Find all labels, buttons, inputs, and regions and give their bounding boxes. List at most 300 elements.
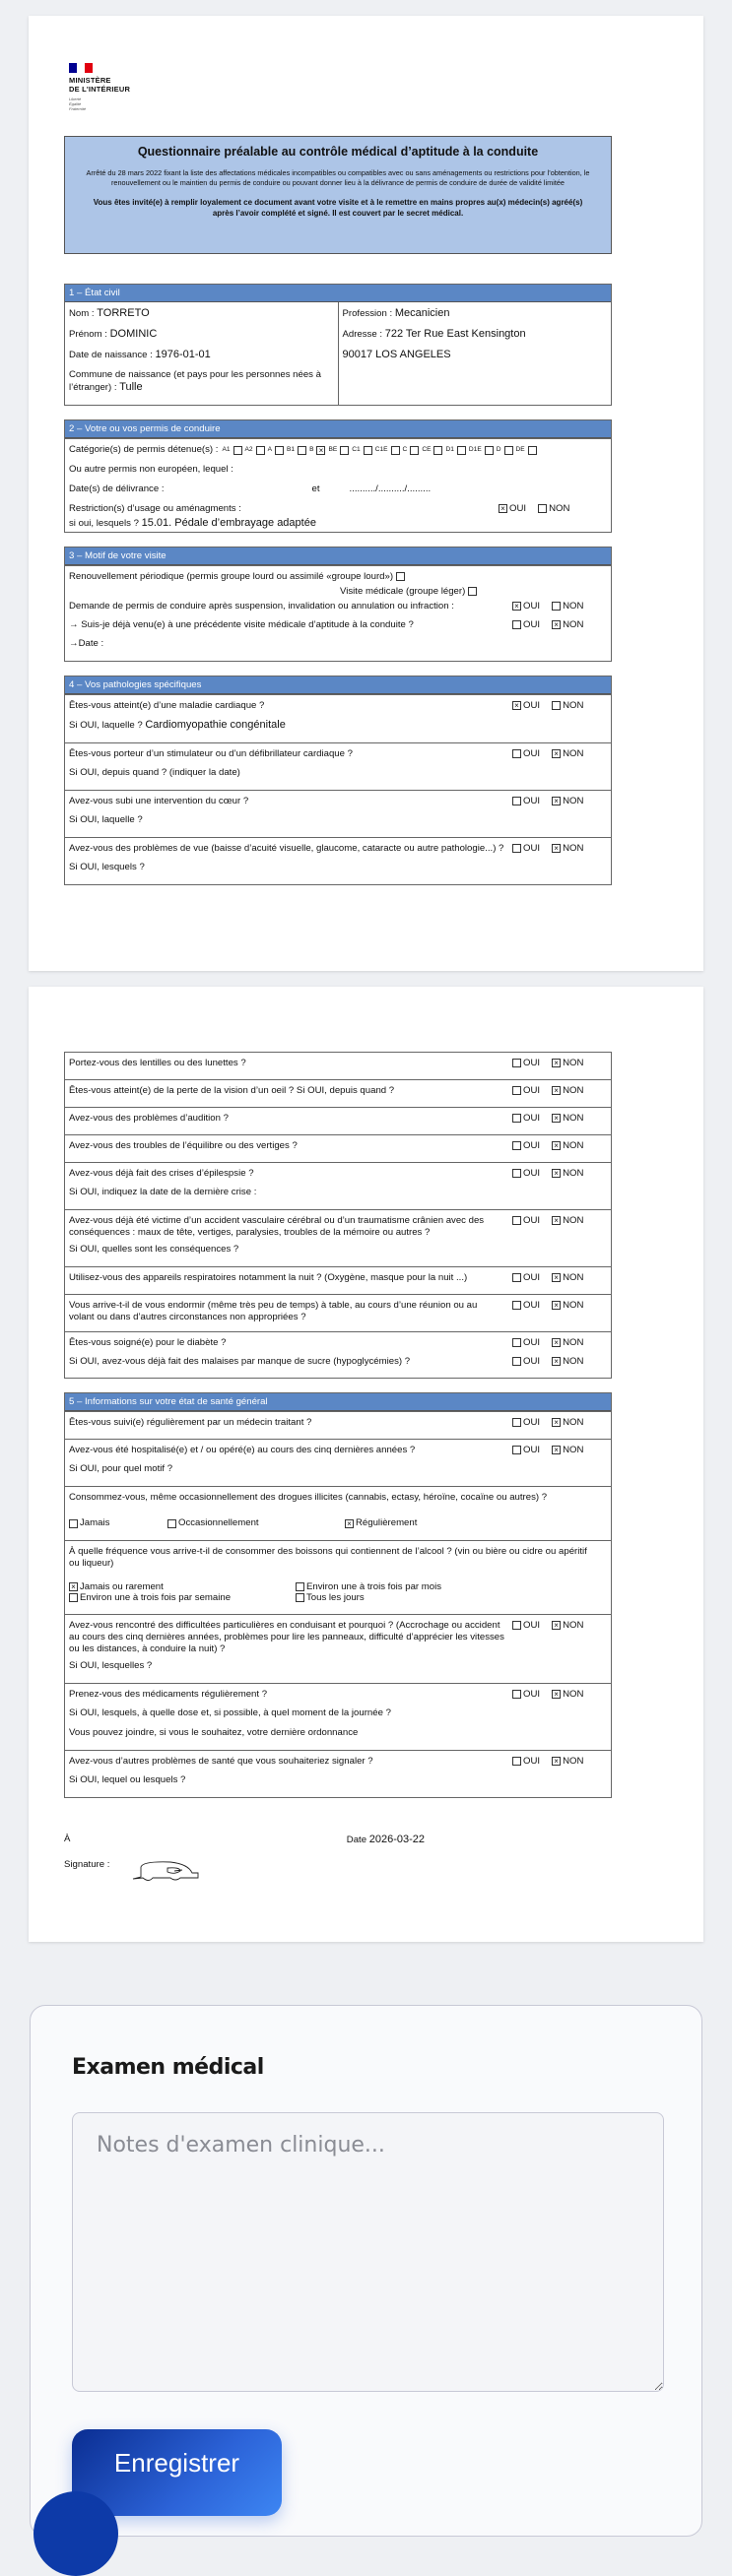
question-text: Avez-vous d’autres problèmes de santé que vous souhaiteriez signaler ?	[69, 1756, 373, 1767]
checkbox[interactable]	[167, 1519, 176, 1528]
signature-drawing	[131, 1859, 200, 1885]
question-row	[65, 1294, 611, 1331]
question-text: Avez-vous subi une intervention du cœur ?	[69, 796, 249, 806]
option-non[interactable]	[552, 1140, 583, 1151]
category-checkbox[interactable]	[528, 446, 537, 455]
checkbox-non[interactable]: ×	[552, 1446, 561, 1454]
checkbox-oui[interactable]	[512, 1273, 521, 1282]
option-label: Visite médicale (groupe léger)	[340, 586, 468, 597]
checkbox-non[interactable]: ×	[552, 1690, 561, 1699]
option-label: NON	[563, 1356, 584, 1367]
option-label: Régulièrement	[356, 1517, 418, 1528]
question-row	[65, 1134, 611, 1162]
option-oui[interactable]	[512, 1058, 540, 1068]
option-non[interactable]	[552, 1113, 583, 1124]
section-header: 3 – Motif de votre visite	[65, 547, 611, 565]
sub-question: →Date :	[69, 638, 104, 649]
category-checkbox[interactable]	[457, 446, 466, 455]
option-item[interactable]	[69, 1592, 296, 1603]
option-non[interactable]	[552, 1620, 583, 1631]
question-text: Vous arrive-t-il de vous endormir (même très peu de temps) à table, au cours d’une réunion ou au volant ou dans d’autres circonstances non appropriées ?	[69, 1300, 478, 1322]
option-oui[interactable]	[512, 796, 540, 806]
field-value: Mecanicien	[394, 307, 450, 319]
option-label: NON	[563, 1058, 584, 1068]
question-row	[65, 1540, 611, 1614]
category-name: A	[267, 446, 272, 453]
category-checkbox[interactable]	[233, 446, 242, 455]
field-label: Prénom :	[69, 329, 110, 340]
option-item[interactable]	[69, 1517, 167, 1529]
option-group	[69, 1581, 607, 1603]
option-item[interactable]	[167, 1517, 345, 1529]
form-section	[64, 1392, 612, 1798]
yes-no-choice	[512, 1620, 607, 1631]
question-text: Êtes-vous atteint(e) de la perte de la vision d’un oeil ? Si OUI, depuis quand ?	[69, 1085, 395, 1096]
field-value: 1976-01-01	[155, 349, 211, 360]
question-line	[69, 1140, 607, 1154]
option-label: OUI	[523, 619, 541, 630]
category-name: DE	[515, 446, 525, 453]
checkbox-oui[interactable]	[512, 844, 521, 853]
checkbox-oui[interactable]	[512, 1621, 521, 1630]
checkbox-non[interactable]: ×	[552, 1357, 561, 1366]
question-text: Êtes-vous porteur d’un stimulateur ou d’un défibrillateur cardiaque ?	[69, 748, 353, 759]
question-row	[65, 1750, 611, 1797]
checkbox-oui[interactable]	[512, 749, 521, 758]
signature-area	[64, 1834, 612, 1885]
question-text: Avez-vous des troubles de l’équilibre ou des vertiges ?	[69, 1140, 298, 1151]
field-label: Nom :	[69, 308, 98, 319]
question-row	[65, 1683, 611, 1750]
checkbox-oui[interactable]	[512, 1301, 521, 1310]
permit-categories	[69, 444, 607, 456]
field-value: Tulle	[119, 381, 143, 393]
checkbox-non[interactable]: ×	[552, 1418, 561, 1427]
checkbox[interactable]	[468, 587, 477, 596]
question-line	[69, 601, 607, 614]
option-oui[interactable]	[512, 1140, 540, 1151]
yes-no-choice	[512, 748, 607, 759]
question-text: Êtes-vous atteint(e) d’une maladie cardiaque ?	[69, 700, 265, 711]
option-oui[interactable]	[512, 1620, 540, 1631]
checkbox[interactable]: ×	[345, 1519, 354, 1528]
question-line	[69, 1058, 607, 1071]
dates-blank: ........../........../.........	[349, 483, 432, 494]
sub-question: Si OUI, quelles sont les conséquences ?	[69, 1244, 239, 1255]
place-label: À	[64, 1834, 71, 1844]
question-row	[65, 837, 611, 884]
option-oui[interactable]	[512, 748, 540, 759]
question-row	[65, 1486, 611, 1540]
option-group	[69, 1517, 607, 1529]
checkbox-oui[interactable]	[512, 1059, 521, 1067]
category-list	[222, 444, 536, 456]
yes-no-choice	[512, 843, 607, 854]
checkbox-oui[interactable]	[512, 1418, 521, 1427]
checkbox-non[interactable]	[538, 504, 547, 513]
option-label: NON	[563, 1620, 584, 1631]
checkbox-non[interactable]: ×	[552, 749, 561, 758]
option-non[interactable]	[552, 796, 583, 806]
category-checkbox[interactable]: ×	[316, 446, 325, 455]
option-label: OUI	[523, 601, 541, 612]
option-label: OUI	[523, 1417, 541, 1428]
question-row	[65, 1209, 611, 1266]
option-oui[interactable]	[512, 1356, 540, 1367]
page-1-sections	[64, 284, 612, 899]
question-line	[69, 1215, 607, 1239]
category-name: A1	[222, 446, 231, 453]
field-label: Adresse :	[342, 329, 385, 340]
form-notice: Vous êtes invité(e) à remplir loyalement ce document avant votre visite et à le remettre en mains propres au(x) médecin(s) agréé(s) après l’avoir complété et signé. Il est couvert par le secret médical.	[93, 198, 583, 218]
checkbox-non[interactable]: ×	[552, 1621, 561, 1630]
option-label: NON	[563, 748, 584, 759]
checkbox[interactable]	[296, 1593, 304, 1602]
option-oui[interactable]	[512, 1300, 540, 1311]
yes-no-choice	[512, 1113, 607, 1124]
civil-column	[65, 302, 338, 405]
category-name: B	[309, 446, 314, 453]
option-label: OUI	[523, 1756, 541, 1767]
section-header: 2 – Votre ou vos permis de conduire	[65, 420, 611, 438]
yes-no-choice	[512, 1215, 607, 1226]
option-oui[interactable]	[512, 1113, 540, 1124]
option-label: OUI	[523, 796, 541, 806]
option-non[interactable]	[552, 1445, 583, 1455]
category-name: B1	[287, 446, 296, 453]
question-row	[65, 1107, 611, 1134]
checkbox-non[interactable]: ×	[552, 1086, 561, 1095]
answer-value: Cardiomyopathie congénitale	[145, 719, 286, 731]
option-item[interactable]	[296, 1592, 607, 1603]
question-row	[65, 790, 611, 837]
option-oui[interactable]	[499, 503, 526, 514]
category-checkbox[interactable]	[433, 446, 442, 455]
field-value: 90017 LOS ANGELES	[342, 349, 451, 360]
sub-question: si oui, lesquels ?	[69, 518, 142, 529]
option-non[interactable]	[538, 503, 569, 514]
option-oui[interactable]	[512, 1085, 540, 1096]
yes-no-choice	[512, 1058, 607, 1068]
option-non[interactable]	[552, 1689, 583, 1700]
option-oui[interactable]	[512, 1168, 540, 1179]
category-checkbox[interactable]	[504, 446, 513, 455]
question-text: → Suis-je déjà venu(e) à une précédente visite médicale d’aptitude à la conduite ?	[69, 619, 414, 630]
checkbox-non[interactable]: ×	[552, 620, 561, 629]
checkbox-oui[interactable]	[512, 1338, 521, 1347]
option-label: Occasionnellement	[178, 1517, 259, 1528]
category-name: C1	[352, 446, 361, 453]
checkbox-non[interactable]: ×	[552, 1169, 561, 1178]
option-non[interactable]	[552, 1272, 583, 1283]
category-checkbox[interactable]	[391, 446, 400, 455]
question-text: Avez-vous rencontré des difficultées particulières en conduisant et pourquoi ? (Accrochage ou accident au cours des cinq dernières années, problèmes pour lire les panneaux, difficulté d’apprécier les vitesses ou les distances, à conduire la nuit) ?	[69, 1620, 504, 1654]
option-item[interactable]	[69, 1581, 296, 1592]
category-name: C1E	[374, 446, 388, 453]
category-checkbox[interactable]	[298, 446, 306, 455]
checkbox-oui[interactable]: ×	[512, 602, 521, 611]
issue-dates	[69, 483, 607, 495]
option-oui[interactable]	[512, 1417, 540, 1428]
question-text: À quelle fréquence vous arrive-t-il de consommer des boissons qui contiennent de l’alcool ? (vin ou bière ou cidre ou apéritif ou liqueur)	[69, 1546, 587, 1569]
checkbox-oui[interactable]	[512, 1446, 521, 1454]
civil-field	[343, 328, 608, 341]
yes-no-choice	[499, 503, 607, 514]
option-non[interactable]	[552, 619, 583, 630]
option-label: OUI	[523, 700, 541, 711]
option-label: NON	[563, 1113, 584, 1124]
renewal-option	[69, 569, 607, 584]
option-item[interactable]	[296, 1581, 607, 1592]
answer-value: 15.01. Pédale d’embrayage adaptée	[141, 517, 316, 529]
checkbox-oui[interactable]	[512, 1114, 521, 1123]
sub-question: Si OUI, lequel ou lesquels ?	[69, 1774, 186, 1785]
category-name: A2	[244, 446, 253, 453]
yes-no-choice	[512, 1140, 607, 1151]
checkbox-non[interactable]: ×	[552, 1301, 561, 1310]
checkbox-oui[interactable]	[512, 1141, 521, 1150]
option-non[interactable]	[552, 1215, 583, 1226]
question-line	[69, 1546, 607, 1570]
category-checkbox[interactable]	[485, 446, 494, 455]
category-name: D1	[445, 446, 454, 453]
category-checkbox[interactable]	[410, 446, 419, 455]
checkbox-oui[interactable]	[512, 1169, 521, 1178]
option-label: NON	[563, 1085, 584, 1096]
option-non[interactable]	[552, 1356, 583, 1367]
checkbox-oui[interactable]	[512, 1357, 521, 1366]
checkbox-oui[interactable]	[512, 797, 521, 805]
sub-question: Si OUI, pour quel motif ?	[69, 1463, 173, 1474]
question-row	[65, 1079, 611, 1107]
question-row	[65, 1411, 611, 1439]
checkbox-oui[interactable]: ×	[499, 504, 507, 513]
checkbox-non[interactable]: ×	[552, 797, 561, 805]
save-button[interactable]: Enregistrer	[72, 2429, 282, 2516]
restriction-detail	[69, 517, 607, 529]
option-non[interactable]	[552, 601, 583, 612]
option-label: OUI	[523, 1300, 541, 1311]
option-label: NON	[563, 843, 584, 854]
option-label: OUI	[523, 1058, 541, 1068]
option-label: OUI	[523, 1337, 541, 1348]
sub-question: Si OUI, lesquels, à quelle dose et, si possible, à quel moment de la journée ?	[69, 1707, 391, 1718]
form-section	[64, 419, 612, 533]
option-label: NON	[563, 1445, 584, 1455]
checkbox-oui[interactable]	[512, 1757, 521, 1766]
option-non[interactable]	[552, 1168, 583, 1179]
visit-reason-row	[65, 565, 611, 661]
yes-no-choice	[512, 1085, 607, 1096]
option-label: NON	[563, 601, 584, 612]
option-label: OUI	[523, 1620, 541, 1631]
option-label: OUI	[523, 1085, 541, 1096]
exam-notes-textarea[interactable]	[72, 2112, 664, 2392]
civil-field	[343, 349, 608, 361]
category-checkbox[interactable]	[256, 446, 265, 455]
question-line	[69, 700, 607, 714]
ministry-logo	[69, 63, 130, 111]
question-row	[65, 694, 611, 742]
question-text: Avez-vous déjà été victime d’un accident vasculaire cérébral ou d’un traumatisme crânien avec des conséquences : maux de tête, vertiges, paralysies, troubles de la mémoire ou autres ?	[69, 1215, 485, 1238]
question-line	[69, 1689, 607, 1703]
option-non[interactable]	[552, 1337, 583, 1348]
question-line	[69, 1085, 607, 1099]
dates-label: Date(s) de délivrance :	[69, 483, 165, 494]
option-non[interactable]	[552, 1300, 583, 1311]
sub-question: Si OUI, lesquelles ?	[69, 1660, 153, 1671]
option-label: NON	[563, 619, 584, 630]
option-label: OUI	[523, 1113, 541, 1124]
question-line	[69, 1356, 607, 1370]
question-row	[65, 1439, 611, 1486]
option-non[interactable]	[552, 1058, 583, 1068]
question-line	[69, 1272, 607, 1286]
yes-no-choice	[512, 796, 607, 806]
field-label: Commune de naissance (et pays pour les personnes nées à l’étranger) :	[69, 369, 321, 393]
question-line	[69, 1620, 607, 1655]
yes-no-choice	[512, 1300, 607, 1311]
option-label: Environ une à trois fois par mois	[306, 1581, 442, 1592]
option-oui[interactable]	[512, 1215, 540, 1226]
checkbox[interactable]	[296, 1582, 304, 1591]
checkbox-non[interactable]	[552, 701, 561, 710]
question-line	[69, 748, 607, 762]
option-oui[interactable]	[512, 1272, 540, 1283]
form-section	[64, 1052, 612, 1379]
category-checkbox[interactable]	[340, 446, 349, 455]
checkbox-oui[interactable]: ×	[512, 701, 521, 710]
field-value: DOMINIC	[109, 328, 158, 340]
question-text: Avez-vous déjà fait des crises d’épilespsie ?	[69, 1168, 254, 1179]
option-label: NON	[563, 796, 584, 806]
option-label: OUI	[523, 1356, 541, 1367]
yes-no-choice	[512, 1445, 607, 1455]
yes-no-choice	[512, 619, 607, 630]
checkbox[interactable]	[69, 1593, 78, 1602]
sub-question: Vous pouvez joindre, si vous le souhaitez, votre dernière ordonnance	[69, 1727, 359, 1738]
question-row	[65, 1162, 611, 1209]
checkbox-non[interactable]: ×	[552, 1059, 561, 1067]
checkbox-non[interactable]	[552, 602, 561, 611]
option-non[interactable]	[552, 748, 583, 759]
checkbox-non[interactable]: ×	[552, 1338, 561, 1347]
question-text: Avez-vous des problèmes d’audition ?	[69, 1113, 229, 1124]
category-name: CE	[422, 446, 432, 453]
checkbox[interactable]: ×	[69, 1582, 78, 1591]
option-non[interactable]	[552, 700, 583, 711]
option-label: Environ une à trois fois par semaine	[80, 1592, 232, 1603]
option-label: OUI	[509, 503, 527, 514]
option-label: OUI	[523, 1168, 541, 1179]
question-line	[69, 1168, 607, 1182]
option-oui[interactable]	[512, 619, 540, 630]
option-label: NON	[563, 1168, 584, 1179]
form-title: Questionnaire préalable au contrôle médical d’aptitude à la conduite	[137, 145, 539, 159]
checkbox-non[interactable]: ×	[552, 1216, 561, 1225]
option-oui[interactable]	[512, 843, 540, 854]
option-oui[interactable]	[512, 1756, 540, 1767]
option-oui[interactable]	[512, 700, 540, 711]
permit-row	[65, 438, 611, 532]
yes-no-choice	[512, 1689, 607, 1700]
checkbox-non[interactable]: ×	[552, 844, 561, 853]
checkbox[interactable]	[69, 1519, 78, 1528]
category-name: D1E	[468, 446, 482, 453]
sub-question: Si OUI, laquelle ? Cardiomyopathie congénitale	[69, 719, 286, 731]
question-text: Demande de permis de conduire après suspension, invalidation ou annulation ou infraction :	[69, 601, 454, 612]
section-header: 1 – État civil	[65, 285, 611, 302]
option-oui[interactable]	[512, 1689, 540, 1700]
question-text: Avez-vous des problèmes de vue (baisse d’acuité visuelle, glaucome, cataracte ou autre pathologie...) ?	[69, 843, 504, 854]
checkbox-oui[interactable]	[512, 1690, 521, 1699]
category-name: D	[496, 446, 501, 453]
light-group-option	[69, 584, 607, 599]
checkbox-non[interactable]: ×	[552, 1114, 561, 1123]
field-value: 722 Ter Rue East Kensington	[384, 328, 526, 340]
option-item[interactable]	[345, 1517, 522, 1529]
logo-line: DE L'INTÉRIEUR	[69, 85, 131, 94]
option-label: NON	[563, 1272, 584, 1283]
logo-line: MINISTÈRE	[69, 76, 111, 85]
floating-action-button[interactable]	[33, 2491, 118, 2576]
option-oui[interactable]	[512, 1445, 540, 1455]
category-name: C	[402, 446, 408, 453]
page-2-sections	[64, 1052, 612, 1812]
french-flag-icon	[69, 63, 93, 73]
categories-label: Catégorie(s) de permis détenue(s) :	[69, 444, 219, 455]
question-row	[65, 742, 611, 790]
question-line	[69, 503, 607, 517]
checkbox-oui[interactable]	[512, 1216, 521, 1225]
checkbox-oui[interactable]	[512, 620, 521, 629]
option-non[interactable]	[552, 1756, 583, 1767]
option-non[interactable]	[552, 843, 583, 854]
checkbox-non[interactable]: ×	[552, 1141, 561, 1150]
option-label: NON	[563, 1215, 584, 1226]
category-checkbox[interactable]	[275, 446, 284, 455]
question-line	[69, 796, 607, 809]
question-line	[69, 619, 607, 633]
yes-no-choice	[512, 1168, 607, 1179]
question-text: Si OUI, avez-vous déjà fait des malaises par manque de sucre (hypoglycémies) ?	[69, 1356, 411, 1367]
checkbox-non[interactable]: ×	[552, 1757, 561, 1766]
field-label: Date de naissance :	[69, 350, 156, 360]
option-label: Renouvellement périodique (permis groupe lourd ou assimilé «groupe lourd»)	[69, 571, 396, 582]
yes-no-choice	[512, 1417, 607, 1428]
option-label: NON	[563, 1140, 584, 1151]
form-section	[64, 547, 612, 662]
option-label: NON	[563, 1756, 584, 1767]
option-label: NON	[563, 700, 584, 711]
category-checkbox[interactable]	[364, 446, 372, 455]
option-non[interactable]	[552, 1085, 583, 1096]
category-name: BE	[328, 446, 338, 453]
exam-title: Examen médical	[72, 2055, 264, 2080]
option-oui[interactable]	[512, 601, 540, 612]
option-label: OUI	[523, 1140, 541, 1151]
checkbox-non[interactable]: ×	[552, 1273, 561, 1282]
question-row	[65, 1614, 611, 1683]
section-header: 4 – Vos pathologies spécifiques	[65, 676, 611, 694]
question-text: Prenez-vous des médicaments régulièrement ?	[69, 1689, 268, 1700]
form-section	[64, 676, 612, 885]
checkbox[interactable]	[396, 572, 405, 581]
option-oui[interactable]	[512, 1337, 540, 1348]
checkbox-oui[interactable]	[512, 1086, 521, 1095]
option-non[interactable]	[552, 1417, 583, 1428]
field-value: TORRETO	[97, 307, 150, 319]
